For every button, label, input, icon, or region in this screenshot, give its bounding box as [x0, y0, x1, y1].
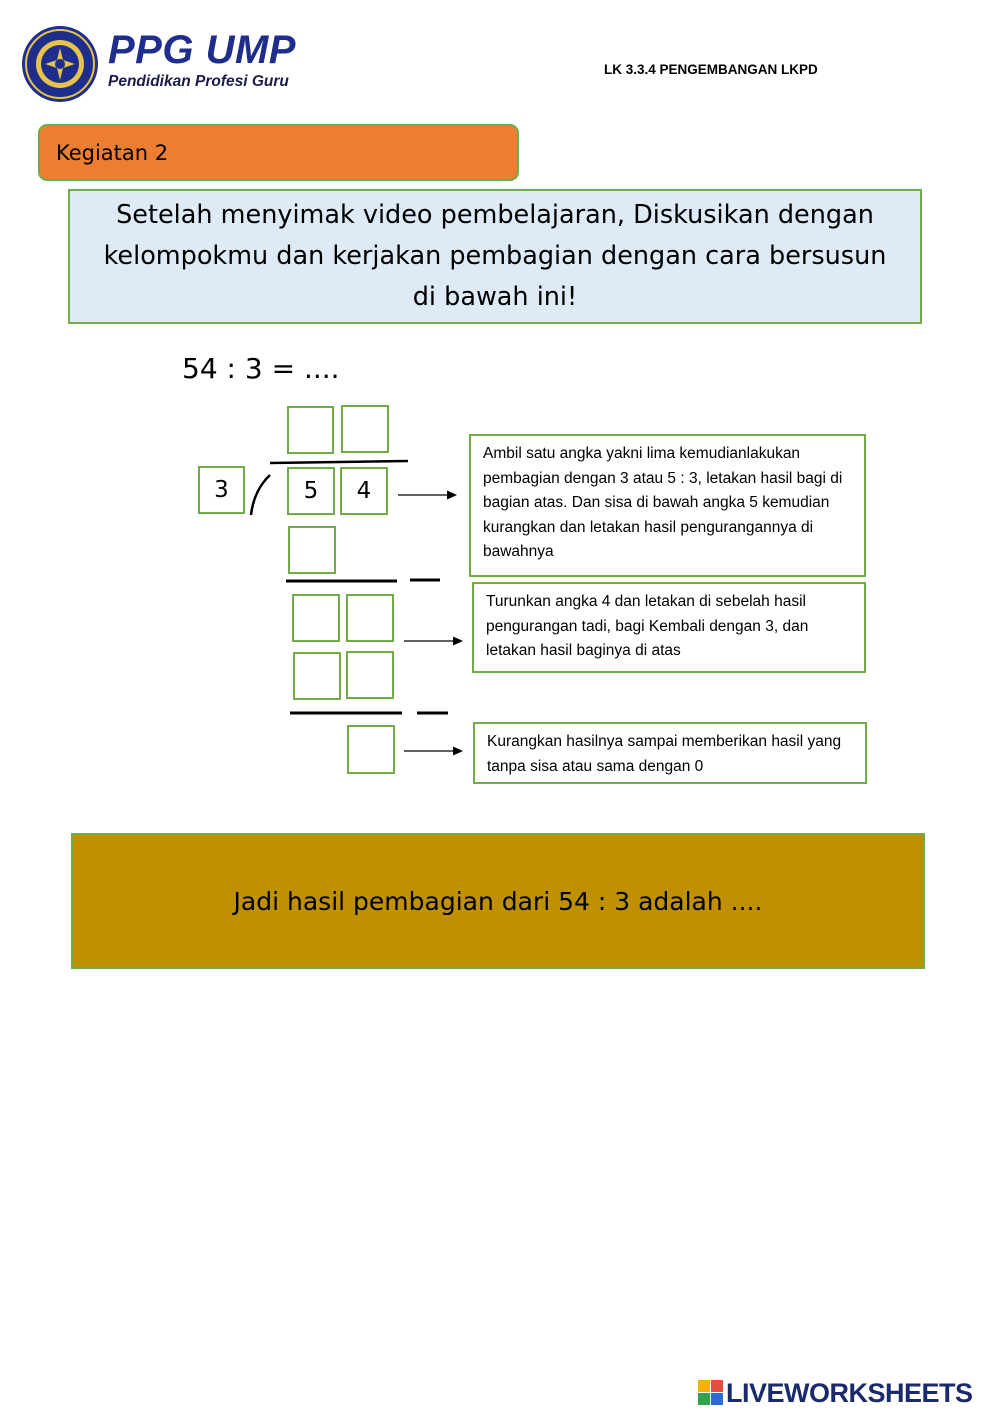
- division-bracket: [251, 475, 270, 515]
- dividend-digit-box-2: [340, 467, 388, 515]
- divisor-value: 3: [214, 477, 229, 503]
- arrow-step-1: [398, 491, 457, 500]
- step-explanation-2: Turunkan angka 4 dan letakan di sebelah hasil pengurangan tadi, bagi Kembali dengan 3, dan letakan hasil baginya di atas: [472, 582, 866, 673]
- conclusion-text: Jadi hasil pembagian dari 54 : 3 adalah ....: [233, 886, 763, 916]
- equation-title: 54 : 3 = ....: [182, 352, 340, 385]
- arrow-step-3: [404, 747, 463, 756]
- brand-subtitle: Pendidikan Profesi Guru: [108, 73, 289, 90]
- activity-tag: [38, 124, 519, 181]
- quotient-box-ones[interactable]: [341, 405, 389, 453]
- product-box-1[interactable]: [288, 526, 336, 574]
- quotient-box-tens[interactable]: [287, 406, 334, 454]
- division-bar: [270, 461, 408, 463]
- step-explanation-3: Kurangkan hasilnya sampai memberikan hasil yang tanpa sisa atau sama dengan 0: [473, 722, 867, 784]
- arrow-step-2: [404, 637, 463, 646]
- document-code: LK 3.3.4 PENGEMBANGAN LKPD: [604, 62, 818, 77]
- product-box-2-ones[interactable]: [346, 651, 394, 699]
- university-seal-logo: [20, 24, 100, 104]
- dividend-digit-box-1: [287, 467, 335, 515]
- dividend-digit-2: 4: [356, 478, 372, 504]
- final-remainder-box[interactable]: [347, 725, 395, 774]
- activity-label: Kegiatan 2: [56, 141, 169, 165]
- step-explanation-1: Ambil satu angka yakni lima kemudianlakukan pembagian dengan 3 atau 5 : 3, letakan hasil bagi di bagian atas. Dan sisa di bawah angka 5 kemudian kurangkan dan letakan hasil pengurangannya di bawahnya: [469, 434, 866, 577]
- product-box-2-tens[interactable]: [293, 652, 341, 700]
- dividend-digit-1: 5: [303, 478, 319, 504]
- liveworksheets-watermark: [698, 1378, 973, 1408]
- liveworksheets-logo-icon: [698, 1380, 724, 1406]
- instruction-text: Setelah menyimak video pembelajaran, Diskusikan dengan kelompokmu dan kerjakan pembagian dengan cara bersusun di bawah ini!: [103, 200, 887, 312]
- divisor-box: [198, 466, 245, 514]
- instruction-box: [68, 189, 922, 324]
- watermark-text: LIVEWORKSHEETS: [726, 1377, 973, 1408]
- remainder-box-ones[interactable]: [346, 594, 394, 642]
- conclusion-box: [71, 833, 925, 969]
- remainder-box-tens[interactable]: [292, 594, 340, 642]
- brand-title: PPG UMP: [108, 28, 296, 72]
